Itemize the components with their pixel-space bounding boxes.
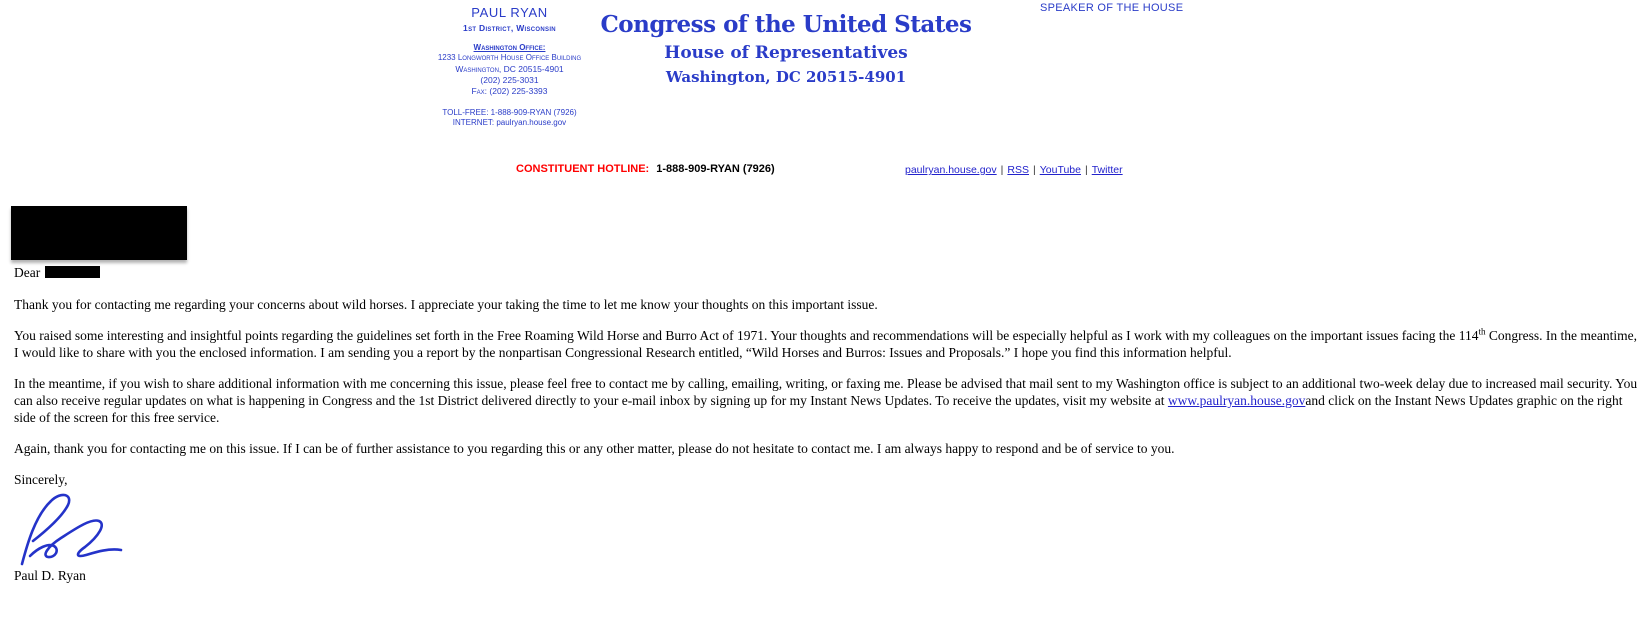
link-separator: | [1032, 164, 1036, 176]
office-phone: (202) 225-3031 [480, 74, 539, 85]
link-twitter[interactable]: Twitter [1091, 164, 1123, 176]
website-link[interactable]: www.paulryan.house.gov [1167, 393, 1306, 408]
link-rss[interactable]: RSS [1007, 164, 1029, 176]
speaker-title: SPEAKER OF THE HOUSE [1040, 2, 1184, 14]
closing-text: Sincerely, [14, 472, 68, 487]
paragraph-2-text: Congress. In the meantime, I would like to share with you the enclosed information. I am sending you a report by the nonpartisan Congressional Research entitled, “Wild Horses and Burros: Issues and Proposals.” I hope you find this information helpful. [14, 328, 1637, 360]
link-youtube[interactable]: YouTube [1039, 164, 1081, 176]
constituent-hotline [516, 163, 775, 175]
masthead-line-1: Congress of the United States [600, 11, 972, 38]
office-tollfree: TOLL-FREE: 1-888-909-RYAN (7926) [442, 107, 577, 117]
link-separator: | [1084, 164, 1088, 176]
paragraph-3-text: and click on the Instant News Updates graphic on the right side of the screen for this free service. [14, 393, 1623, 425]
letterhead-office-block [407, 5, 612, 129]
link-separator: | [1000, 164, 1004, 176]
salutation-text: Dear [14, 265, 41, 280]
letterhead-masthead [596, 11, 976, 86]
salutation-line [14, 264, 1639, 281]
hotline-number: 1-888-909-RYAN (7926) [656, 163, 775, 175]
office-address-2: Washington, DC 20515-4901 [455, 63, 564, 74]
paragraph-1: Thank you for contacting me regarding your concerns about wild horses. I appreciate your taking the time to let me know your thoughts on this important issue. [14, 297, 878, 312]
letter-body [14, 264, 1639, 584]
paragraph-4: Again, thank you for contacting me on this issue. If I can be of further assistance to you regarding this or any other matter, please do not hesitate to contact me. I am always happy to respond and be of service to you. [14, 441, 1175, 456]
paragraph-2 [14, 327, 1639, 361]
link-website[interactable]: paulryan.house.gov [905, 164, 997, 176]
member-name: PAUL RYAN [471, 5, 548, 20]
ordinal-superscript: th [1478, 326, 1486, 337]
signed-name: Paul D. Ryan [14, 568, 86, 583]
office-label: Washington Office: [473, 42, 546, 52]
redaction-bar [45, 266, 100, 278]
redaction-block [11, 206, 187, 260]
member-district: 1st District, Wisconsin [463, 22, 556, 33]
paragraph-3 [14, 375, 1639, 426]
masthead-line-2: House of Representatives [664, 43, 908, 63]
office-fax: Fax: (202) 225-3393 [471, 85, 548, 96]
masthead-line-3: Washington, DC 20515-4901 [665, 68, 907, 86]
signature [14, 492, 1639, 566]
signature-image [16, 492, 128, 566]
web-links [905, 164, 1123, 176]
office-internet: INTERNET: paulryan.house.gov [452, 118, 567, 128]
paragraph-3-text: In the meantime, if you wish to share additional information with me concerning this issue, please feel free to contact me by calling, emailing, writing, or faxing me. Please be advised that mail sent to my Washington office is subject to an additional two-week delay due to increased mail security. You can also receive regular updates on what is happening in Congress and the 1st District delivered directly to your e-mail inbox by signing up for my Instant News Updates. To receive the updates, visit my website at [14, 376, 1638, 408]
hotline-label: CONSTITUENT HOTLINE: [516, 163, 650, 175]
paragraph-2-text: You raised some interesting and insightful points regarding the guidelines set forth in the Free Roaming Wild Horse and Burro Act of 1971. Your thoughts and recommendations will be especially helpful as I work with my colleagues on the important issues facing the 114 [14, 328, 1479, 343]
office-address-1: 1233 Longworth House Office Building [437, 53, 582, 63]
